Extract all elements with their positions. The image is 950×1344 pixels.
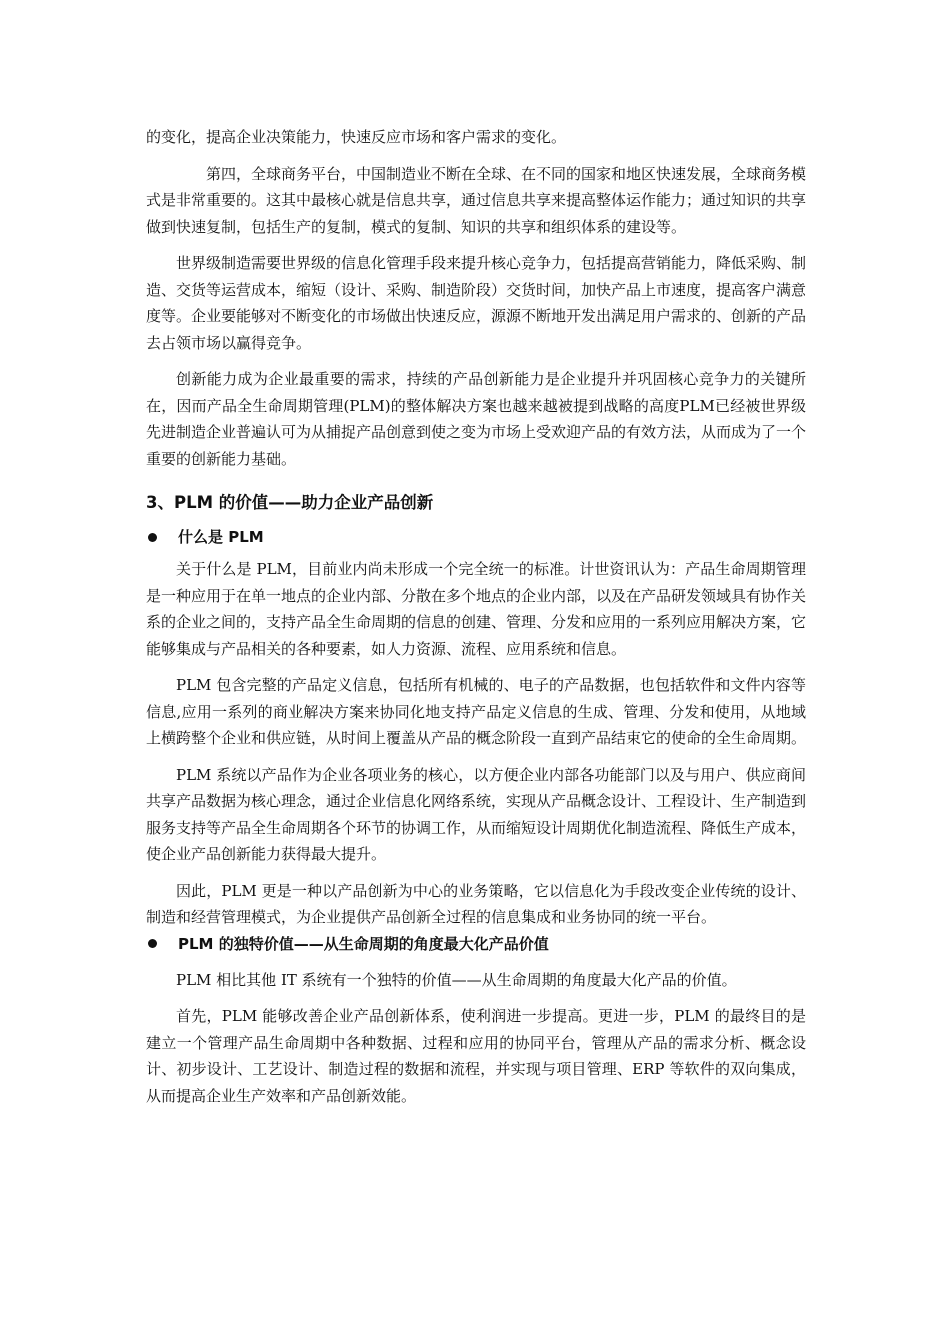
paragraph: PLM 包含完整的产品定义信息，包括所有机械的、电子的产品数据，也包括软件和文件内容等信息,应用一系列的商业解决方案来协同化地支持产品定义信息的生成、管理、分发和使用，从地域上横跨整个企业和供应链，从时间上覆盖从产品的概念阶段一直到产品结束它的使命的全生命周期。 <box>146 676 807 747</box>
paragraph: 因此，PLM 更是一种以产品创新为中心的业务策略，它以信息化为手段改变企业传统的设计、制造和经营管理模式，为企业提供产品创新全过程的信息集成和业务协同的统一平台。 <box>146 881 806 926</box>
section-heading: 3、PLM 的价值——助力企业产品创新 <box>146 493 434 512</box>
paragraph: PLM 系统以产品作为企业各项业务的核心，以方便企业内部各功能部门以及与用户、供应商间共享产品数据为核心理念，通过企业信息化网络系统，实现从产品概念设计、工程设计、生产制造到服务支持等产品全生命周期各个环节的协调工作，从而缩短设计周期优化制造流程、降低生产成本，使企业产品创新能力获得最大提升。 <box>146 765 807 863</box>
bullet-heading <box>146 931 806 957</box>
paragraph: 关于什么是 PLM，目前业内尚未形成一个完全统一的标准。计世资讯认为：产品生命周期管理是一种应用于在单一地点的企业内部、分散在多个地点的企业内部，以及在产品研发领域具有协作关系的企业之间的，支持产品全生命周期的信息的创建、管理、分发和应用的一系列应用解决方案，它能够集成与产品相关的各种要素，如人力资源、流程、应用系统和信息。 <box>146 560 807 658</box>
paragraph: 世界级制造需要世界级的信息化管理手段来提升核心竞争力，包括提高营销能力，降低采购、制造、交货等运营成本，缩短（设计、采购、制造阶段）交货时间，加快产品上市速度，提高客户满意度等。企业要能够对不断变化的市场做出快速反应，源源不断地开发出满足用户需求的、创新的产品去占领市场以赢得竞争。 <box>146 254 807 352</box>
paragraph: 的变化，提高企业决策能力，快速反应市场和客户需求的变化。 <box>146 128 567 146</box>
paragraph: 首先，PLM 能够改善企业产品创新体系，使利润进一步提高。更进一步，PLM 的最终目的是建立一个管理产品生命周期中各种数据、过程和应用的协同平台，管理从产品的需求分析、概念设计、初步设计、工艺设计、制造过程的数据和流程，并实现与项目管理、ERP 等软件的双向集成，从而提高企业生产效率和产品创新效能。 <box>146 1007 806 1105</box>
bullet-heading <box>146 524 806 550</box>
paragraph: PLM 相比其他 IT 系统有一个独特的价值——从生命周期的角度最大化产品的价值。 <box>176 970 737 989</box>
bullet-icon <box>148 939 157 948</box>
bullet-icon <box>148 533 157 542</box>
bullet-heading-text: 什么是 PLM <box>178 528 264 546</box>
bullet-heading-text: PLM 的独特价值——从生命周期的角度最大化产品价值 <box>178 934 549 953</box>
paragraph: 第四，全球商务平台，中国制造业不断在全球、在不同的国家和地区快速发展，全球商务模式是非常重要的。这其中最核心就是信息共享，通过信息共享来提高整体运作能力；通过知识的共享做到快速复制，包括生产的复制，模式的复制、知识的共享和组织体系的建设等。 <box>146 164 807 236</box>
document-body <box>146 124 806 1109</box>
paragraph: 创新能力成为企业最重要的需求，持续的产品创新能力是企业提升并巩固核心竞争力的关键所在，因而产品全生命周期管理(PLM)的整体解决方案也越来越被提到战略的高度PLM已经被世界级先进制造企业普遍认可为从捕捉产品创意到使之变为市场上受欢迎产品的有效方法，从而成为了一个重要的创新能力基础。 <box>146 370 807 468</box>
